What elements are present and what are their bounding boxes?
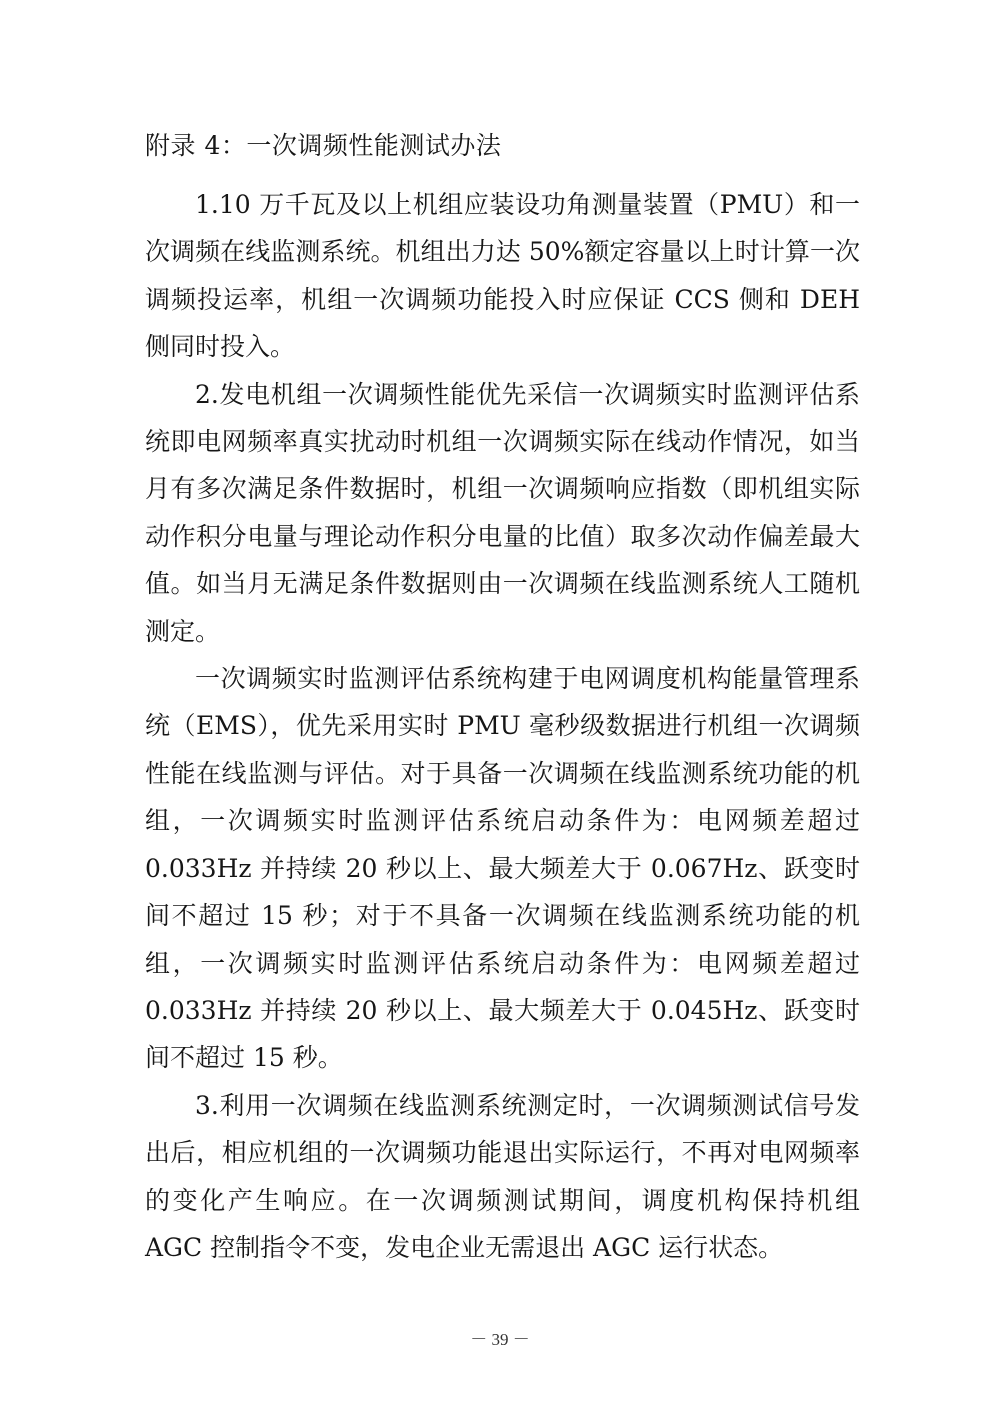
appendix-heading: 附录 4：一次调频性能测试办法 — [145, 131, 502, 160]
document-body — [145, 181, 860, 1271]
page-number: － 39 － — [470, 1330, 530, 1349]
paragraph-3: 一次调频实时监测评估系统构建于电网调度机构能量管理系统（EMS），优先采用实时 PMU 毫秒级数据进行机组一次调频性能在线监测与评估。对于具备一次调频在线监测系统功能的机组，一次调频实时监测评估系统启动条件为：电网频差超过 0.033Hz 并持续 20 秒以上、最大频差大于 0.067Hz、跃变时间不超过 15 秒；对于不具备一次调频在线监测系统功能的机组，一次调频实时监测评估系统启动条件为：电网频差超过 0.033Hz 并持续 20 秒以上、最大频差大于 0.045Hz、跃变时间不超过 15 秒。 — [145, 664, 860, 1073]
paragraph-2: 2.发电机组一次调频性能优先采信一次调频实时监测评估系统即电网频率真实扰动时机组一次调频实际在线动作情况，如当月有多次满足条件数据时，机组一次调频响应指数（即机组实际动作积分电量与理论动作积分电量的比值）取多次动作偏差最大值。如当月无满足条件数据则由一次调频在线监测系统人工随机测定。 — [145, 379, 860, 646]
paragraph-4: 3.利用一次调频在线监测系统测定时，一次调频测试信号发出后，相应机组的一次调频功能退出实际运行，不再对电网频率的变化产生响应。在一次调频测试期间，调度机构保持机组 AGC 控制指令不变，发电企业无需退出 AGC 运行状态。 — [145, 1090, 860, 1262]
paragraph-1: 1.10 万千瓦及以上机组应装设功角测量装置（PMU）和一次调频在线监测系统。机组出力达 50%额定容量以上时计算一次调频投运率，机组一次调频功能投入时应保证 CCS 侧和 DEH 侧同时投入。 — [145, 190, 860, 362]
